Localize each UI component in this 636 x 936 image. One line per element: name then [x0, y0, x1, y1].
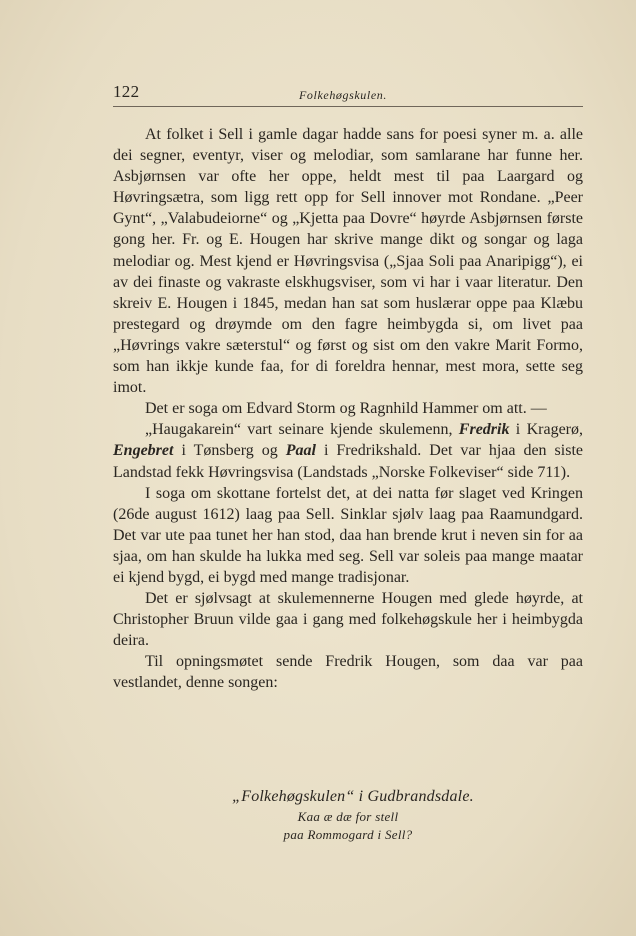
page-header: [113, 82, 583, 106]
poem-line-2: paa Rommogard i Sell?: [283, 827, 413, 842]
poem: [113, 786, 583, 844]
paragraph-1: At folket i Sell i gamle dagar hadde sans for poesi syner m. a. alle dei segner, eventyr, viser og melodiar, som samlarane har funne her. Asbjørnsen var ofte her oppe, heldt mest til paa Laargard og Høvringsætra, som ligg rett opp for Sell innover mot Rondane. „Peer Gynt“, „Valabudeiorne“ og „Kjetta paa Dovre“ høyrde Asbjørnsen første gong her. Fr. og E. Hougen har skrive mange dikt og songar og laga melodiar og. Mest kjend er Høvringsvisa („Sjaa Soli paa Anaripigg“), ei av dei finaste og vakraste elskhugsviser, som vi har i vaar literatur. Den skreiv E. Hougen i 1845, medan han sat som huslærar oppe paa Klæbu prestegard og drøymde om den fagre heimbygda si, om livet paa „Høvrings vakre sæterstul“ og først og sist om den vakre Marit Formo, som han ikkje kunde faa, for di foreldra hennar, mest mora, sette seg imot.: [113, 126, 583, 397]
paragraph-4: I soga om skottane fortelst det, at dei natta før slaget ved Kringen (26de august 1612) laag paa Sell. Sinklar sjølv laag paa Raamundgard. Det var ute paa tunet her han stod, daa han brende krut i neven sin for aa sjaa, om han skulde ha lukka med seg. Sell var soleis paa mange maatar ei kjend bygd, ei bygd med mange tradisjonar.: [113, 484, 583, 586]
haugakarein-mid1: i Kragerø,: [509, 421, 584, 439]
poem-line-1: Kaa æ dæ for stell: [297, 809, 399, 824]
paragraph-6: Til opningsmøtet sende Fredrik Hougen, som daa var paa vestlandet, denne songen:: [113, 653, 583, 692]
poem-title: „Folkehøgskulen“ i Gudbrandsdale.: [232, 788, 474, 805]
paragraph-2: Det er soga om Edvard Storm og Ragnhild Hammer om att. —: [145, 400, 547, 418]
paragraph-5: Det er sjølvsagt at skulemennerne Hougen med glede høyrde, at Christopher Bruun vilde gaa i gang med folkehøgskule her i heimbygda deira.: [113, 590, 583, 650]
haugakarein-tail: i Fredrikshald. Det var hjaa den siste Landstad fekk Høvringsvisa (Landstads „Norske Folkeviser“ side 711).: [113, 442, 584, 481]
body-text: [113, 124, 583, 694]
name-fredrik: Fredrik: [458, 421, 510, 439]
page-number: 122: [113, 82, 140, 101]
haugakarein-mid2: i Tønsberg og: [173, 442, 286, 460]
paragraph-3: [113, 419, 583, 482]
header-rule: [113, 106, 583, 107]
name-engebret: Engebret: [113, 442, 174, 460]
haugakarein-lead: „Haugakarein“ vart seinare kjende skulemenn,: [145, 421, 459, 439]
running-title: Folkehøgskulen.: [299, 88, 387, 102]
name-paal: Paal: [285, 442, 316, 460]
